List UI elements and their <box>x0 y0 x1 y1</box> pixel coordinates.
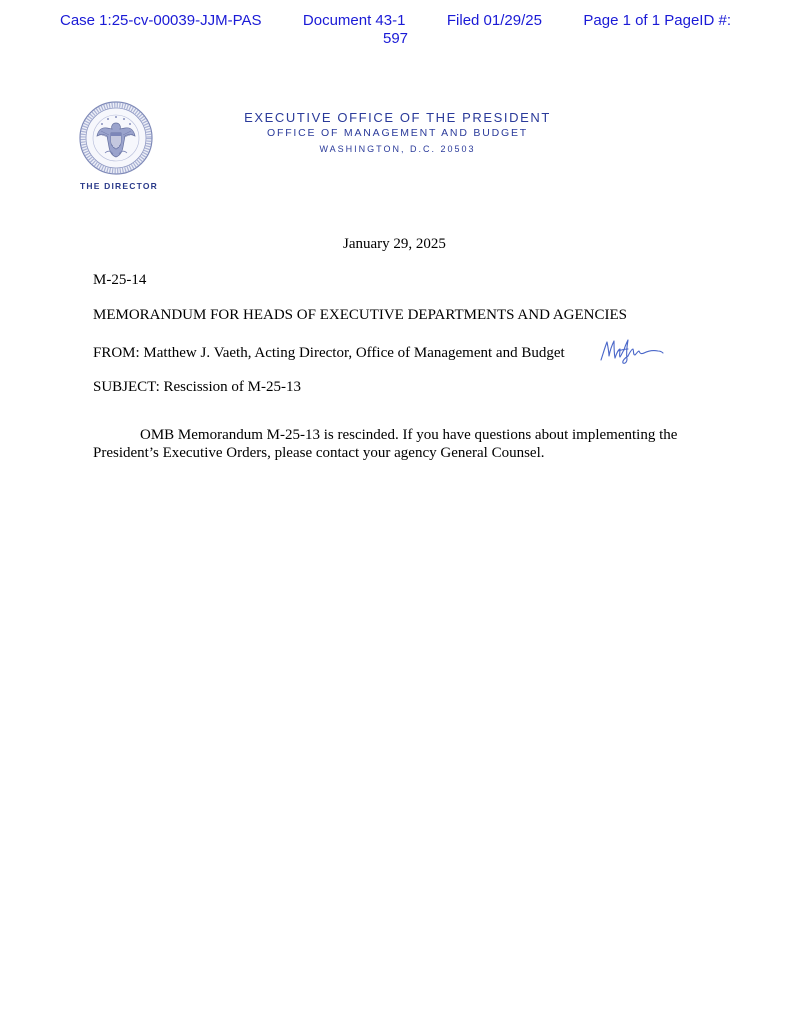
memo-body-line-2: President’s Executive Orders, please contact your agency General Counsel. <box>93 445 545 461</box>
document-number: Document 43-1 <box>302 12 406 29</box>
memo-from: FROM: Matthew J. Vaeth, Acting Director, Office of Management and Budget <box>93 345 565 361</box>
presidential-seal-icon <box>79 101 153 175</box>
memo-recipients: MEMORANDUM FOR HEADS OF EXECUTIVE DEPARTMENTS AND AGENCIES <box>93 307 628 323</box>
case-filing-header <box>60 12 731 48</box>
memo-body-line-1 <box>93 426 713 444</box>
filed-date: Filed 01/29/25 <box>446 12 542 29</box>
page-id: 597 <box>382 30 409 47</box>
memo-body-line-1-text: OMB Memorandum M-25-13 is rescinded. If you have questions about implementing the <box>140 427 678 443</box>
letterhead-title: EXECUTIVE OFFICE OF THE PRESIDENT <box>244 110 551 125</box>
memo-date: January 29, 2025 <box>343 236 446 252</box>
letterhead <box>190 109 605 157</box>
handwritten-signature-icon <box>598 337 664 367</box>
memo-number: M-25-14 <box>93 272 147 288</box>
director-label: THE DIRECTOR <box>80 181 158 191</box>
memo-body-paragraph <box>93 426 713 462</box>
memo-subject: SUBJECT: Rescission of M-25-13 <box>93 379 302 395</box>
letterhead-office: OFFICE OF MANAGEMENT AND BUDGET <box>267 127 528 139</box>
letterhead-address: WASHINGTON, D.C. 20503 <box>319 144 476 154</box>
case-number: Case 1:25-cv-00039-JJM-PAS <box>60 12 262 29</box>
page-info: Page 1 of 1 PageID #: <box>583 12 731 29</box>
